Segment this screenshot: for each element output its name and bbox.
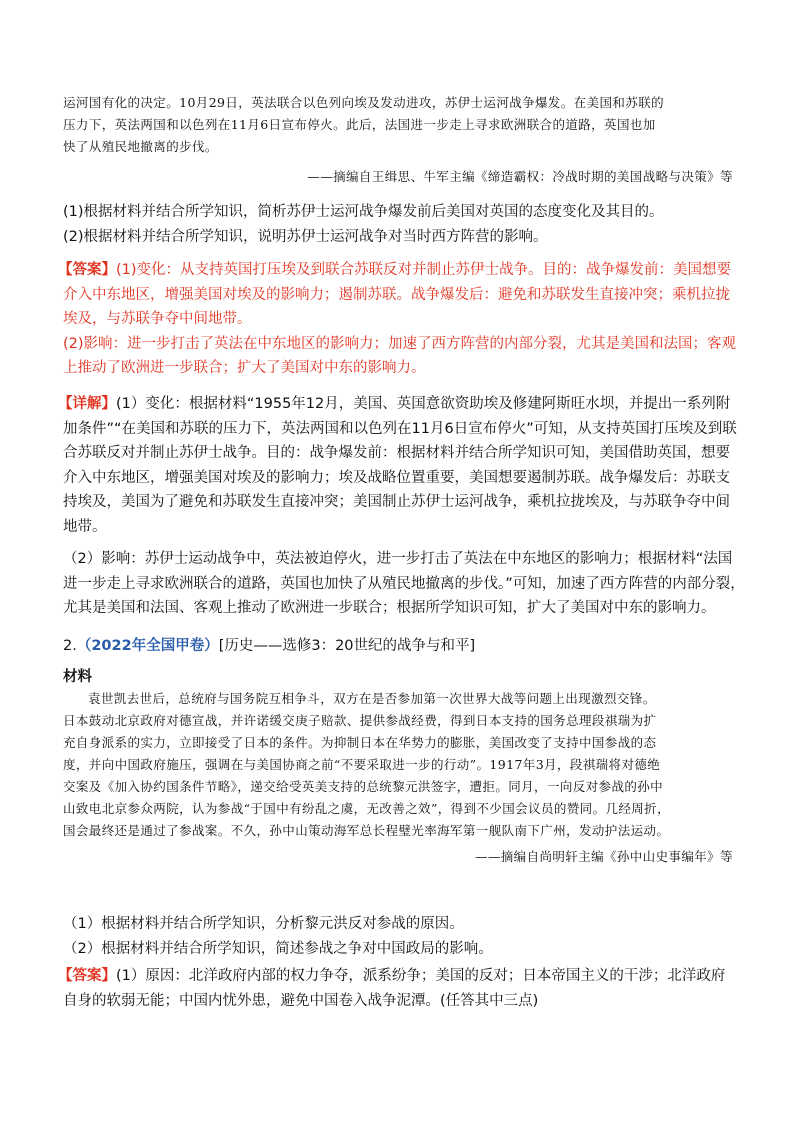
answer-block-2 (58, 964, 738, 1013)
passage-line: 度，并向中国政府施压，强调在与美国协商之前“不要采取进一步的行动”。1917年3月，段祺瑞将对德绝 (63, 757, 661, 772)
detail-block-1 (58, 392, 745, 621)
question-item: (1)根据材料并结合所学知识，简析苏伊士运河战争爆发前后美国对英国的态度变化及其目的。 (63, 204, 664, 220)
detail-line: 进一步走上寻求欧洲联合的道路，英国也加快了从殖民地撤离的步伐。”可知，加速了西方阵营的内部分裂， (63, 575, 745, 592)
passage-line: 快了从殖民地撤离的步伐。 (63, 139, 218, 154)
detail-line: 尤其是美国和法国、客观上推动了欧洲进一步联合；根据所学知识可知，扩大了美国对中东的影响力。 (63, 600, 716, 616)
question-topic: [历史——选修3：20世纪的战争与和平] (218, 638, 476, 654)
answer-line: 埃及，与苏联争夺中间地带。 (63, 311, 252, 327)
question-2-prompts (63, 912, 733, 961)
answer-line: (1)变化：从支持英国打压埃及到联合苏联反对并制止苏伊士战争。目的：战争爆发前：美国想要 (116, 262, 732, 278)
passage-line: 交案及《加入协约国条件节略》，递交给受英美支持的总统黎元洪签字，遭拒。同月，一向反对参战的孙中 (63, 779, 664, 794)
answer-tag: 【答案】 (58, 968, 116, 984)
detail-line: 介入中东地区，增强美国对埃及的影响力；埃及战略位置重要，美国想要遏制苏联。战争爆发后：苏联支 (63, 469, 730, 486)
detail-line: 合苏联反对并制止苏伊士战争。目的：战争爆发前：根据材料并结合所学知识可知，美国借助英国，想要 (63, 445, 730, 461)
question-item: （1）根据材料并结合所学知识，分析黎元洪反对参战的原因。 (63, 916, 464, 932)
answer-line: 介入中东地区，增强美国对埃及的影响力；遏制苏联。战争爆发后：避免和苏联发生直接冲突；乘机拉拢 (63, 286, 730, 303)
passage-line: 山致电北京参众两院，认为参战“于国中有纷乱之虞，无改善之效”，得到不少国会议员的赞同。几经周折， (63, 801, 670, 816)
question-2-header (63, 634, 733, 689)
passage-line: 袁世凯去世后，总统府与国务院互相争斗，双方在是否参加第一次世界大战等问题上出现激烈交锋。 (88, 691, 656, 706)
answer-block-1 (58, 258, 738, 381)
detail-line: （2）影响：苏伊士运动战争中，英法被迫停火，进一步打击了英法在中东地区的影响力；根据材料“法国 (63, 551, 733, 567)
answer-line: (2)影响：进一步打击了英法在中东地区的影响力；加速了西方阵营的内部分裂，尤其是美国和法国；客观 (63, 335, 737, 352)
question-item: (2)根据材料并结合所学知识，说明苏伊士运河战争对当时西方阵营的影响。 (63, 228, 548, 245)
detail-line: 持埃及，美国为了避免和苏联发生直接冲突；美国制止苏伊士运河战争，乘机拉拢埃及，与苏联争夺中间 (63, 494, 730, 510)
question-1-prompts (63, 200, 733, 249)
detail-line: (1）变化：根据材料“1955年12月，美国、英国意欲资助埃及修建阿斯旺水坝，并提出一系列附 (116, 396, 731, 412)
material-label: 材料 (63, 668, 92, 685)
detail-tag: 【详解】 (58, 396, 116, 412)
answer-tag: 【答案】 (58, 262, 116, 278)
passage-source: ——摘编自尚明轩主编《孙中山史事编年》等 (474, 849, 733, 864)
question-item: （2）根据材料并结合所学知识，简述参战之争对中国政局的影响。 (63, 940, 493, 957)
material-passage-2 (63, 688, 733, 868)
passage-line: 压力下，英法两国和以色列在11月6日宣布停火。此后，法国进一步走上寻求欧洲联合的道路，英国也加 (63, 117, 656, 132)
passage-line: 国会最终还是通过了参战案。不久，孙中山策动海军总长程璧光率海军第一舰队南下广州，发动护法运动。 (63, 823, 670, 838)
question-number: 2. (63, 638, 77, 654)
answer-line: 上推动了欧洲进一步联合；扩大了美国对中东的影响力。 (63, 360, 426, 376)
material-passage-1 (63, 92, 733, 188)
exam-source: （2022年全国甲卷） (76, 638, 219, 654)
passage-line: 日本鼓动北京政府对德宣战，并许诺缓交庚子赔款、提供参战经费，得到日本支持的国务总理段祺瑞为扩 (63, 713, 657, 728)
answer-line: (1）原因：北洋政府内部的权力争夺，派系纷争；美国的反对；日本帝国主义的干涉；北洋政府 (116, 968, 726, 984)
passage-source: ——摘编自王缉思、牛军主编《缔造霸权：冷战时期的美国战略与决策》等 (307, 169, 733, 184)
detail-line: 地带。 (63, 518, 107, 535)
passage-line: 充自身派系的实力，立即接受了日本的条件。为抑制日本在华势力的膨胀，美国改变了支持中国参战的态 (63, 735, 657, 750)
passage-line: 运河国有化的决定。10月29日，英法联合以色列向埃及发动进攻，苏伊士运河战争爆发。在美国和苏联的 (63, 95, 665, 110)
answer-line: 自身的软弱无能；中国内忧外患，避免中国卷入战争泥潭。(任答其中三点) (63, 992, 539, 1009)
detail-line: 加条件”“在美国和苏联的压力下，英法两国和以色列在11月6日宣布停火”可知，从支持英国打压埃及到联 (63, 420, 737, 437)
